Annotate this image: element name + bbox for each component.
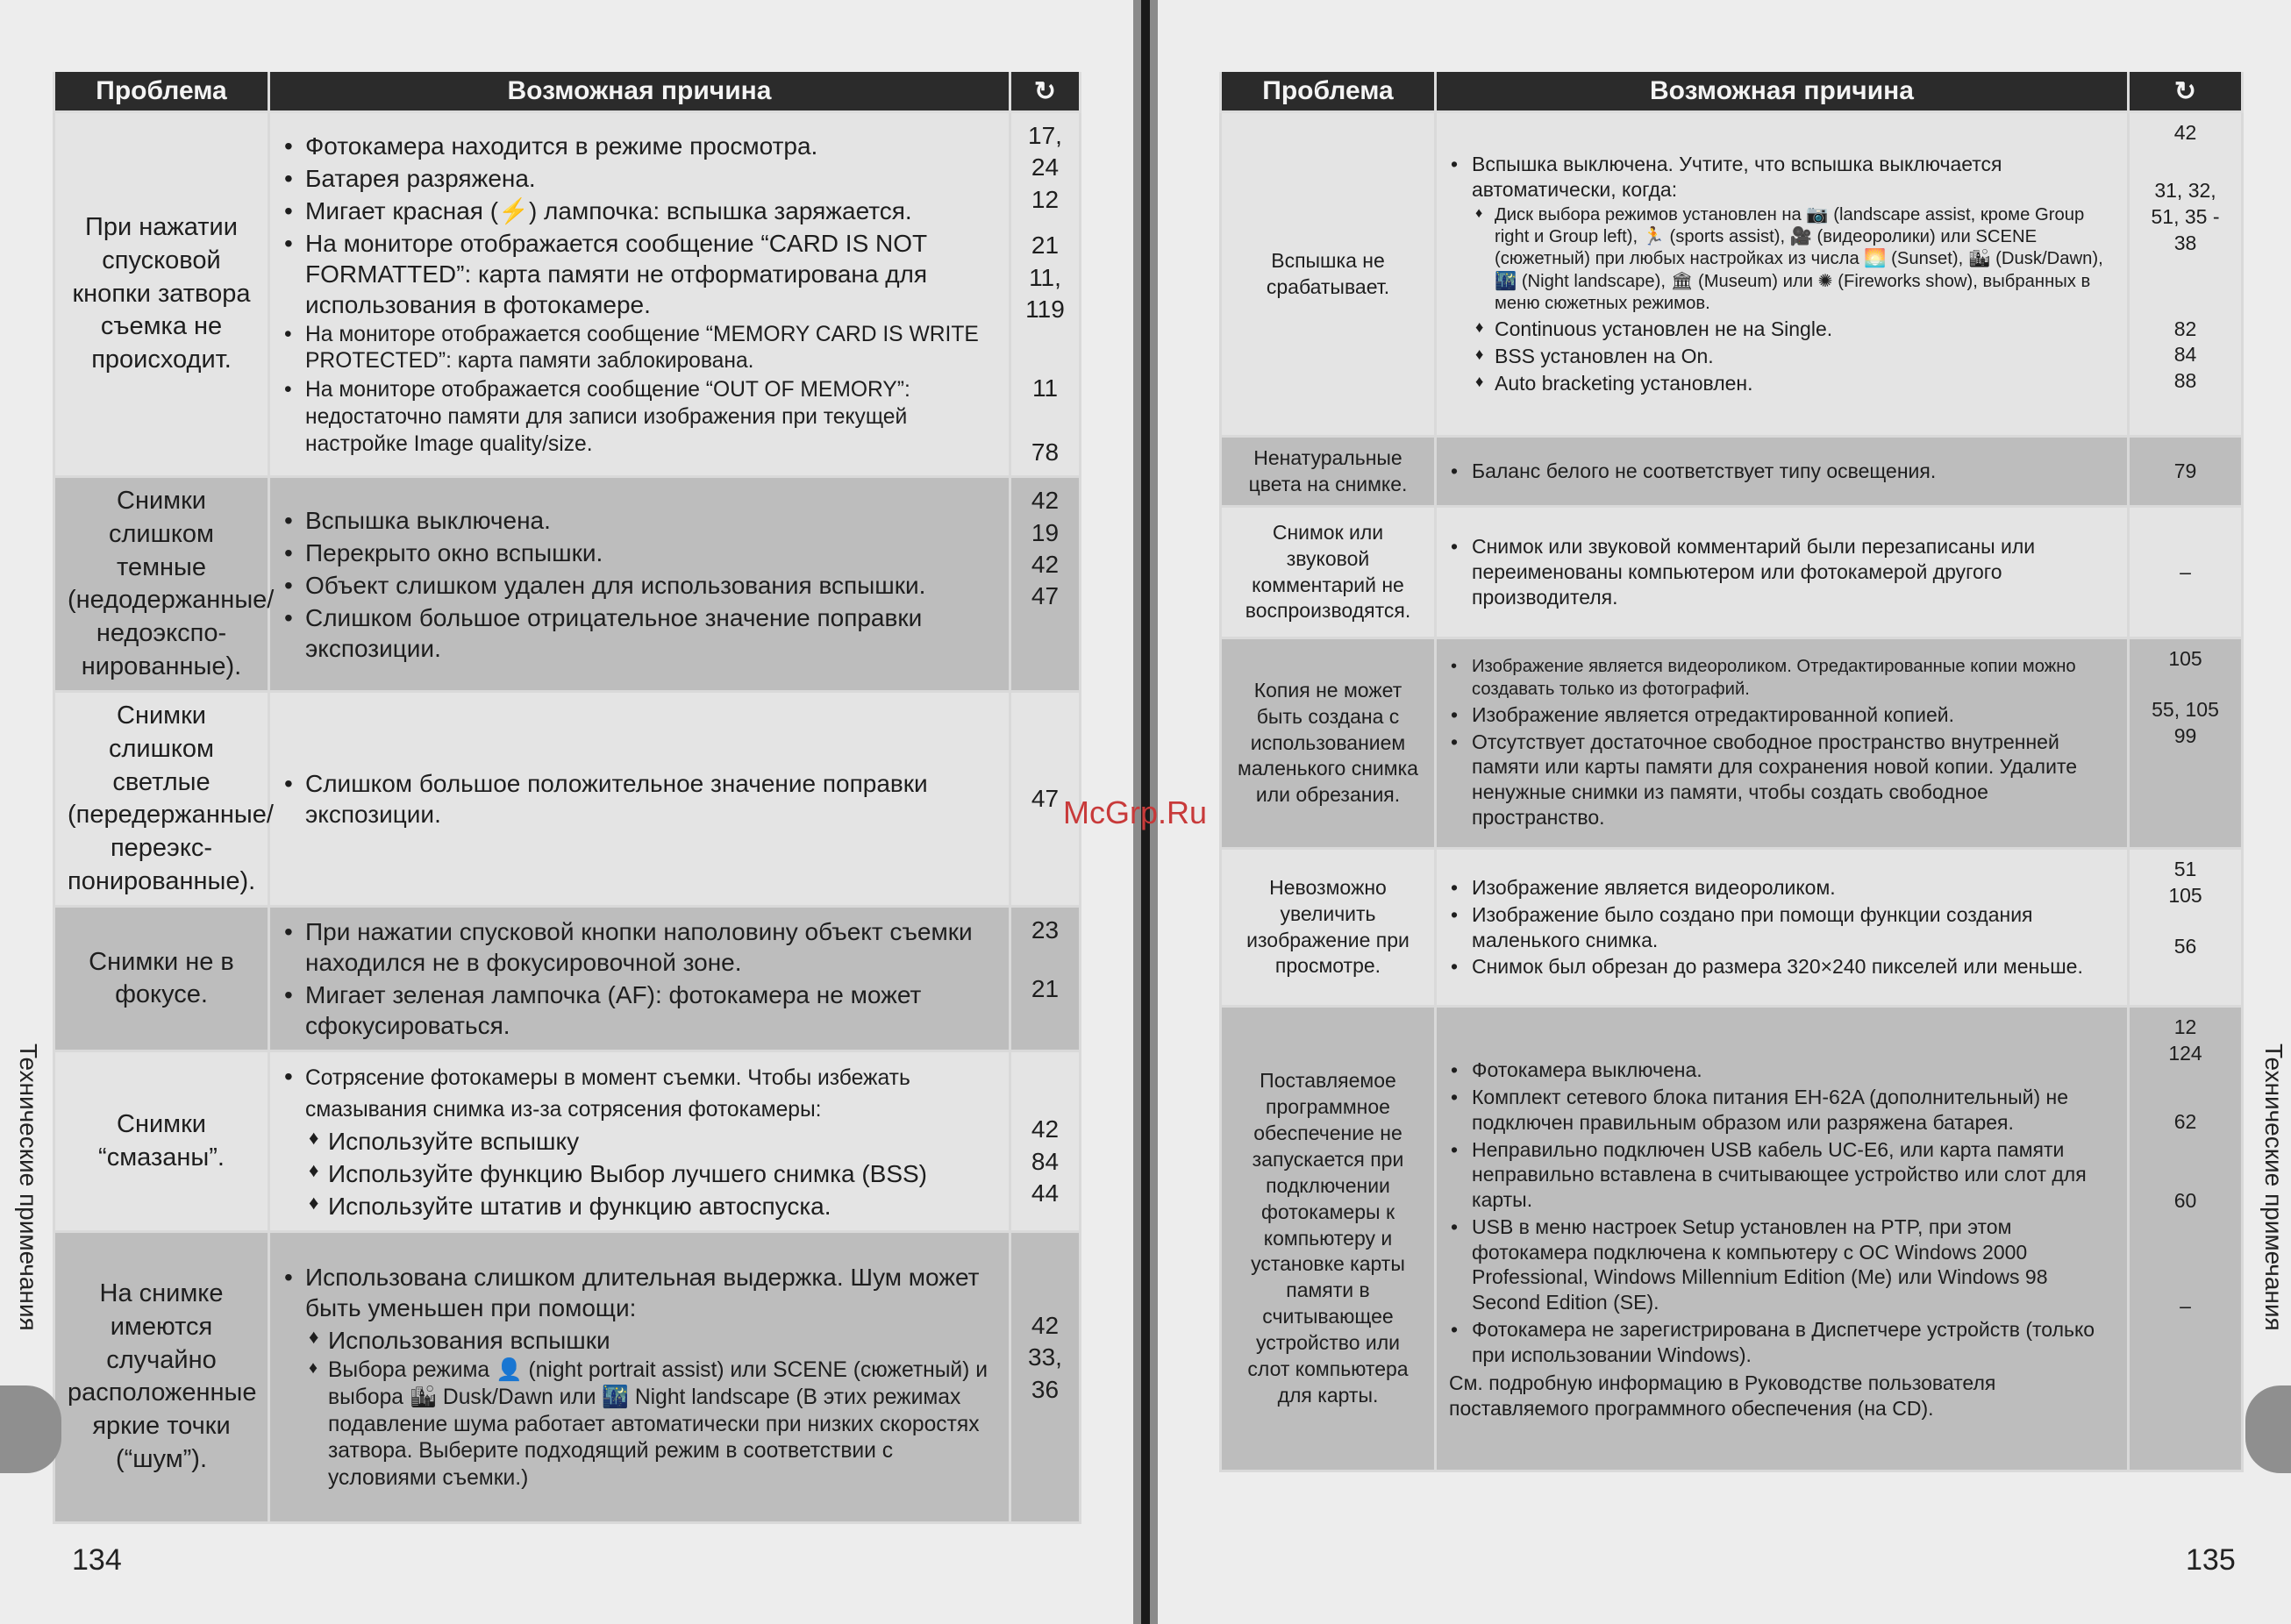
cause-text: Вспышка выключена. Учтите, что вспышка выключается автоматически, когда: — [1472, 153, 2002, 202]
cause-cell — [1436, 507, 2129, 638]
table-row — [54, 1051, 1081, 1232]
cause-text: Использована слишком длительная выдержка. Шум может быть уменьшен при помощи: — [305, 1263, 980, 1321]
ref-cell — [1010, 1231, 1081, 1522]
cause-item: • Вспышка выключена. — [282, 505, 996, 536]
page-ref: 124 — [2168, 1041, 2202, 1065]
watermark: McGrp.Ru — [1063, 794, 1208, 830]
cause-cell — [1436, 638, 2129, 849]
cause-item — [282, 1061, 996, 1222]
cause-cell — [269, 907, 1010, 1051]
page-ref: 42 — [2173, 121, 2197, 144]
page-ref: 42 — [1031, 1311, 1060, 1339]
section-tab-right — [2245, 1385, 2291, 1473]
page-ref: 47 — [1031, 785, 1060, 813]
table-row — [1221, 437, 2243, 507]
page-ref: 62 — [2173, 1109, 2197, 1133]
cause-item: • На мониторе отображается сообщение “CARD IS NOT FORMATTED”: карта памяти не отформатирована для использования в фотокамере. — [282, 228, 996, 320]
page-ref: 82 — [2173, 317, 2197, 340]
table-row — [1221, 112, 2243, 437]
sub-item: ♦ BSS установлен на On. — [1472, 344, 2115, 369]
page-ref: 12 — [2173, 1015, 2197, 1038]
page-ref: 88 — [2173, 369, 2197, 393]
table-row — [54, 1231, 1081, 1522]
table-row — [54, 477, 1081, 692]
ref-cell — [2129, 437, 2243, 507]
page-ref: 23 — [1031, 916, 1060, 944]
page-ref: 11 — [1031, 374, 1059, 402]
problem-cell: Снимки слишком светлые (передержанные/ переэкс- понированные). — [54, 692, 269, 907]
section-tab-left — [0, 1385, 61, 1473]
cause-cell — [269, 692, 1010, 907]
sub-item: ♦ Используйте вспышку — [305, 1126, 996, 1157]
cause-item: • Мигает красная (⚡) лампочка: вспышка заряжается. — [282, 196, 996, 226]
cause-item: • Неправильно подключен USB кабель UC-E6, или карта памяти неправильно вставлена в считывающее устройство или слот для карты. — [1449, 1137, 2115, 1213]
page-ref: – — [2180, 1293, 2191, 1317]
cause-item: • Перекрыто окно вспышки. — [282, 538, 996, 568]
page-ref: 84 — [2173, 343, 2197, 367]
ref-cell — [2129, 112, 2243, 437]
side-label-right: Технические примечания — [2260, 1043, 2287, 1331]
header-problem: Проблема — [54, 72, 269, 112]
problem-cell: На снимке имеются случайно расположенные яркие точки (“шум”). — [54, 1231, 269, 1522]
cause-item: • При нажатии спусковой кнопки наполовину объект съемки находился не в фокусировочной зоне. — [282, 916, 996, 978]
cause-cell — [269, 1231, 1010, 1522]
problem-cell: Снимки слишком темные (недодержанные/ недоэкспо- нированные). — [54, 477, 269, 692]
ref-cell — [1010, 1051, 1081, 1232]
cause-item: • Батарея разряжена. — [282, 163, 996, 194]
header-cause: Возможная причина — [1436, 72, 2129, 112]
problem-cell: Копия не может быть создана с использованием маленького снимка или обрезания. — [1221, 638, 1436, 849]
problem-cell: Поставляемое программное обеспечение не запускается при подключении фотокамеры к компьютеру и установке карты памяти в считывающее устройство или слот компьютера для карты. — [1221, 1007, 1436, 1471]
header-ref-icon: ↻ — [1010, 72, 1081, 112]
cause-item: • На мониторе отображается сообщение “OUT OF MEMORY”: недостаточно памяти для записи изображения при текущей настройке Image quality/size. — [282, 377, 996, 458]
cause-item — [1449, 152, 2115, 395]
page-ref: 84 — [1031, 1147, 1060, 1175]
page-ref: 17, 24 — [1028, 122, 1062, 182]
ref-cell — [2129, 638, 2243, 849]
header-ref-icon: ↻ — [2129, 72, 2243, 112]
page-ref: 99 — [2173, 723, 2197, 747]
sub-item: ♦ Выбора режима 👤 (night portrait assist) или SCENE (сюжетный) и выбора 🏙 Dusk/Dawn или 🌃 Night landscape (В этих режимах подавление шума работает автоматически при низких скоростях затвора. Выберите подходящий режим в соответствии с условиями съемки.) — [305, 1357, 996, 1492]
troubleshooting-table-right — [1219, 72, 2244, 1472]
ref-cell — [2129, 507, 2243, 638]
header-problem: Проблема — [1221, 72, 1436, 112]
cause-cell — [269, 1051, 1010, 1232]
cause-item: • Фотокамера выключена. — [1449, 1058, 2115, 1083]
cause-item: • Фотокамера не зарегистрирована в Диспетчере устройств (только при использовании Windows). — [1449, 1317, 2115, 1368]
table-row — [54, 907, 1081, 1051]
cause-item: • Слишком большое положительное значение поправки экспозиции. — [282, 768, 996, 830]
sub-item: ♦ Continuous установлен не на Single. — [1472, 317, 2115, 342]
problem-cell: При нажатии спусковой кнопки затвора съемка не происходит. — [54, 112, 269, 477]
page-ref: 42 — [1031, 487, 1060, 515]
table-row — [1221, 1007, 2243, 1471]
page-ref: 79 — [2173, 459, 2197, 482]
table-row — [54, 112, 1081, 477]
cause-item: • Отсутствует достаточное свободное пространство внутренней памяти или карты памяти для сохранения новой копии. Удалите ненужные снимки из памяти, чтобы создать свободное пространство. — [1449, 730, 2115, 830]
cause-item: • Изображение было создано при помощи функции создания маленького снимка. — [1449, 902, 2115, 953]
cause-item — [282, 1262, 996, 1492]
software-note: См. подробную информацию в Руководстве пользователя поставляемого программного обеспечения (на CD). — [1449, 1371, 1996, 1420]
cause-item: • Баланс белого не соответствует типу освещения. — [1449, 459, 2115, 484]
ref-cell — [1010, 907, 1081, 1051]
page-ref: 105 — [2168, 883, 2202, 907]
cause-item: • Снимок или звуковой комментарий были перезаписаны или переименованы компьютером или фотокамерой другого производителя. — [1449, 534, 2115, 609]
problem-cell: Невозможно увеличить изображение при просмотре. — [1221, 849, 1436, 1007]
problem-cell: Вспышка не срабатывает. — [1221, 112, 1436, 437]
cause-item: • USB в меню настроек Setup установлен на PTP, при этом фотокамера подключена к компьютеру с ОС Windows 2000 Professional, Windows Millennium Edition (Me) или Windows 98 Second Edition (SE). — [1449, 1214, 2115, 1315]
header-cause: Возможная причина — [269, 72, 1010, 112]
table-row — [1221, 638, 2243, 849]
page-ref: – — [2180, 559, 2191, 583]
cause-item: • Объект слишком удален для использования вспышки. — [282, 570, 996, 601]
cause-item: • Изображение является видеороликом. Отредактированные копии можно создавать только из фотографий. — [1449, 656, 2115, 701]
table-row — [1221, 849, 2243, 1007]
ref-cell — [1010, 112, 1081, 477]
page-ref: 51 — [2173, 858, 2197, 880]
cause-item: • Комплект сетевого блока питания EH-62A (дополнительный) не подключен правильным образом или разряжена батарея. — [1449, 1085, 2115, 1136]
problem-cell: Ненатуральные цвета на снимке. — [1221, 437, 1436, 507]
page-ref: 19 — [1031, 518, 1060, 546]
page-ref: 55, 105 — [2152, 697, 2219, 721]
sub-item: ♦ Используйте штатив и функцию автоспуска. — [305, 1191, 996, 1222]
cause-item: • Изображение является отредактированной копией. — [1449, 702, 2115, 728]
page-ref: 42 — [1031, 550, 1060, 578]
cause-cell — [269, 477, 1010, 692]
problem-cell: Снимки “смазаны”. — [54, 1051, 269, 1232]
cause-item: • Снимок был обрезан до размера 320×240 пикселей или меньше. — [1449, 954, 2115, 979]
cause-cell — [1436, 112, 2129, 437]
page-ref: 56 — [2173, 934, 2197, 958]
sub-item: ♦ Auto bracketing установлен. — [1472, 371, 2115, 396]
page-number-right: 135 — [2186, 1543, 2236, 1577]
page-number-left: 134 — [72, 1543, 122, 1577]
sub-item: ♦ Использования вспышки — [305, 1325, 996, 1356]
cause-item: • Мигает зеленая лампочка (AF): фотокамера не может сфокусироваться. — [282, 979, 996, 1041]
table-row — [54, 692, 1081, 907]
problem-cell: Снимок или звуковой комментарий не воспроизводятся. — [1221, 507, 1436, 638]
cause-cell — [1436, 1007, 2129, 1471]
cause-cell — [1436, 849, 2129, 1007]
troubleshooting-table-left — [53, 72, 1081, 1524]
cause-cell — [1436, 437, 2129, 507]
ref-cell — [2129, 1007, 2243, 1471]
problem-cell: Снимки не в фокусе. — [54, 907, 269, 1051]
page-ref: 31, 32, 51, 35 - 38 — [2151, 178, 2220, 254]
page-ref: 21 — [1031, 974, 1060, 1002]
page-ref: 78 — [1031, 438, 1060, 466]
ref-cell — [2129, 849, 2243, 1007]
page-ref: 47 — [1031, 582, 1060, 610]
cause-text: Сотрясение фотокамеры в момент съемки. Чтобы избежать смазывания снимка из-за сотрясения фотокамеры: — [305, 1066, 910, 1122]
cause-item: • Фотокамера находится в режиме просмотра. — [282, 131, 996, 161]
page-ref: 12 — [1031, 185, 1060, 213]
cause-item: • Изображение является видеороликом. — [1449, 875, 2115, 901]
ref-cell — [1010, 477, 1081, 692]
cause-cell — [269, 112, 1010, 477]
sub-item: ♦ Диск выбора режимов установлен на 📷 (landscape assist, кроме Group right и Group left), 🏃 (sports assist), 🎥 (видеоролики) или SCENE (сюжетный) при любых настройках из числа 🌅 (Sunset), 🏙 (Dusk/Dawn), 🌃 (Night landscape), 🏛 (Museum) или ✺ (Fireworks show), выбранных в меню сюжетных режимов. — [1472, 204, 2115, 315]
page-ref: 105 — [2168, 647, 2202, 670]
cause-item: • Слишком большое отрицательное значение поправки экспозиции. — [282, 602, 996, 664]
page-ref: 11, 119 — [1025, 263, 1065, 323]
side-label-left: Технические примечания — [15, 1043, 42, 1331]
sub-item: ♦ Используйте функцию Выбор лучшего снимка (BSS) — [305, 1158, 996, 1189]
cause-item: • На мониторе отображается сообщение “MEMORY CARD IS WRITE PROTECTED”: карта памяти заблокирована. — [282, 322, 996, 376]
page-ref: 44 — [1031, 1179, 1060, 1207]
page-ref: 21 — [1031, 231, 1060, 260]
table-row — [1221, 507, 2243, 638]
page-ref: 42 — [1031, 1115, 1060, 1143]
page-ref: 33, 36 — [1028, 1343, 1062, 1403]
page-ref: 60 — [2173, 1188, 2197, 1212]
